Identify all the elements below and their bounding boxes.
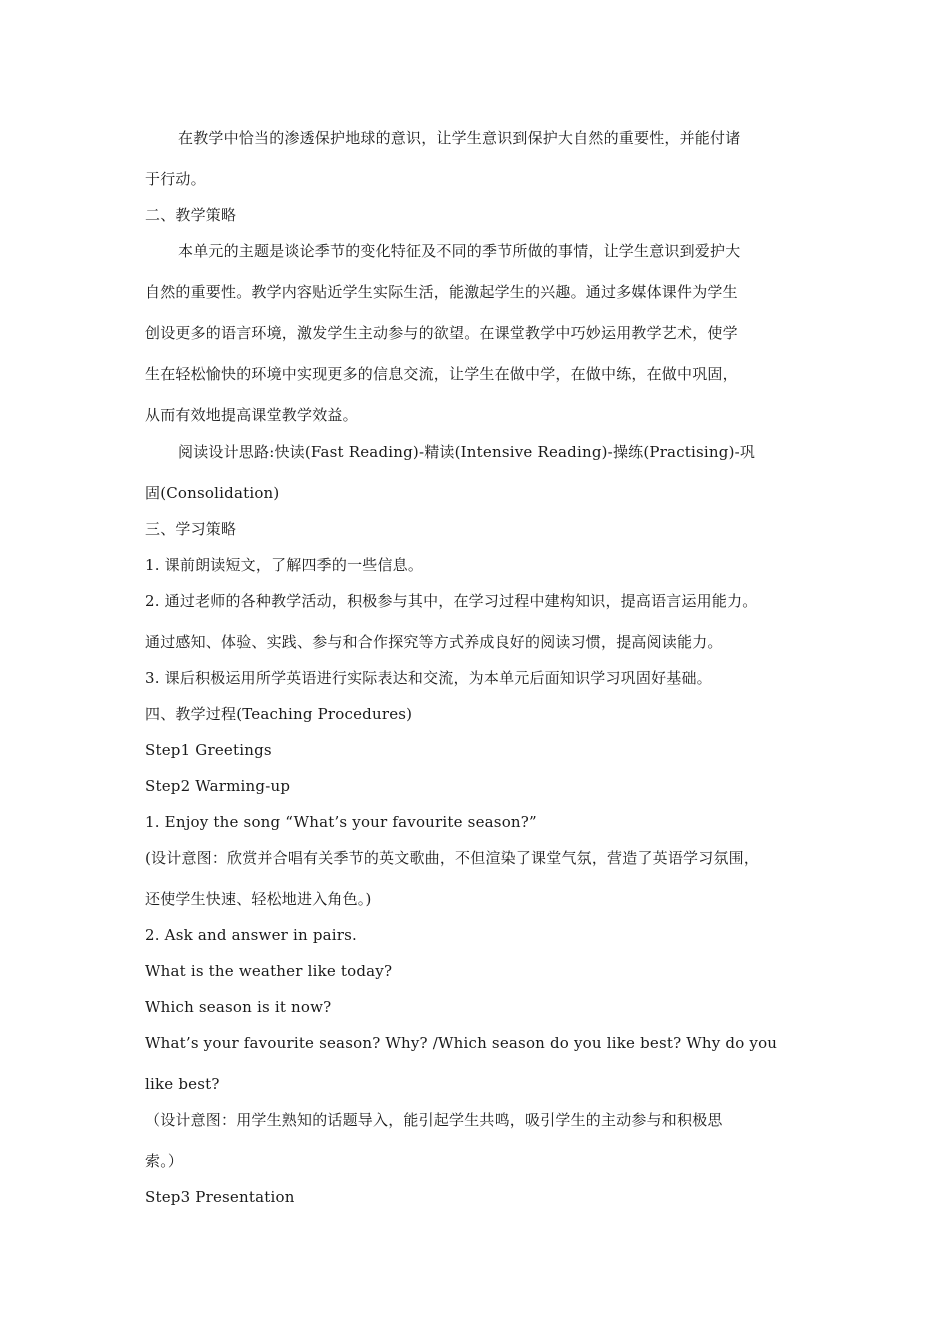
design-intent-1-line-1: (设计意图：欣赏并合唱有关季节的英文歌曲，不但渲染了课堂气氛，营造了英语学习氛围， — [145, 849, 760, 867]
list-item-3: 3. 课后积极运用所学英语进行实际表达和交流，为本单元后面知识学习巩固好基础。 — [145, 669, 712, 687]
question-1: What is the weather like today? — [145, 962, 393, 980]
question-3-line-1: What’s your favourite season? Why? /Which season do you like best? Why do you — [145, 1034, 778, 1052]
paragraph-intro-line-2: 于行动。 — [145, 170, 206, 188]
step3-heading: Step3 Presentation — [145, 1188, 295, 1206]
paragraph-strategy-line-4: 生在轻松愉快的环境中实现更多的信息交流，让学生在做中学，在做中练，在做中巩固， — [145, 365, 738, 383]
paragraph-intro-line-1: 在教学中恰当的渗透保护地球的意识，让学生意识到保护大自然的重要性，并能付诸 — [178, 129, 741, 147]
step2-heading: Step2 Warming-up — [145, 777, 291, 795]
section-heading-teaching-strategy: 二、教学策略 — [145, 206, 237, 224]
paragraph-reading-design-line-2: 固(Consolidation) — [145, 484, 280, 502]
step2-item-2: 2. Ask and answer in pairs. — [145, 926, 358, 944]
list-item-2-line-1: 2. 通过老师的各种教学活动，积极参与其中，在学习过程中建构知识，提高语言运用能力。 — [145, 592, 758, 610]
section-heading-teaching-procedures: 四、教学过程(Teaching Procedures) — [145, 705, 413, 723]
paragraph-strategy-line-5: 从而有效地提高课堂教学效益。 — [145, 406, 358, 424]
paragraph-reading-design-line-1: 阅读设计思路:快读(Fast Reading)-精读(Intensive Reading)-操练(Practising)-巩 — [178, 443, 756, 461]
list-item-2-line-2: 通过感知、体验、实践、参与和合作探究等方式养成良好的阅读习惯，提高阅读能力。 — [145, 633, 723, 651]
paragraph-strategy-line-2: 自然的重要性。教学内容贴近学生实际生活，能激起学生的兴趣。通过多媒体课件为学生 — [145, 283, 738, 301]
design-intent-2-line-2: 索。） — [145, 1152, 184, 1170]
section-heading-learning-strategy: 三、学习策略 — [145, 520, 237, 538]
design-intent-2-line-1: （设计意图：用学生熟知的话题导入，能引起学生共鸣，吸引学生的主动参与和积极思 — [145, 1111, 723, 1129]
paragraph-strategy-line-3: 创设更多的语言环境，激发学生主动参与的欲望。在课堂教学中巧妙运用教学艺术，使学 — [145, 324, 738, 342]
list-item-1: 1. 课前朗读短文，了解四季的一些信息。 — [145, 556, 424, 574]
step2-item-1: 1. Enjoy the song “What’s your favourite season?” — [145, 813, 537, 831]
paragraph-strategy-line-1: 本单元的主题是谈论季节的变化特征及不同的季节所做的事情，让学生意识到爱护大 — [178, 242, 741, 260]
question-2: Which season is it now? — [145, 998, 332, 1016]
question-3-line-2: like best? — [145, 1075, 220, 1093]
design-intent-1-line-2: 还使学生快速、轻松地进入角色。) — [145, 890, 372, 908]
step1-heading: Step1 Greetings — [145, 741, 272, 759]
